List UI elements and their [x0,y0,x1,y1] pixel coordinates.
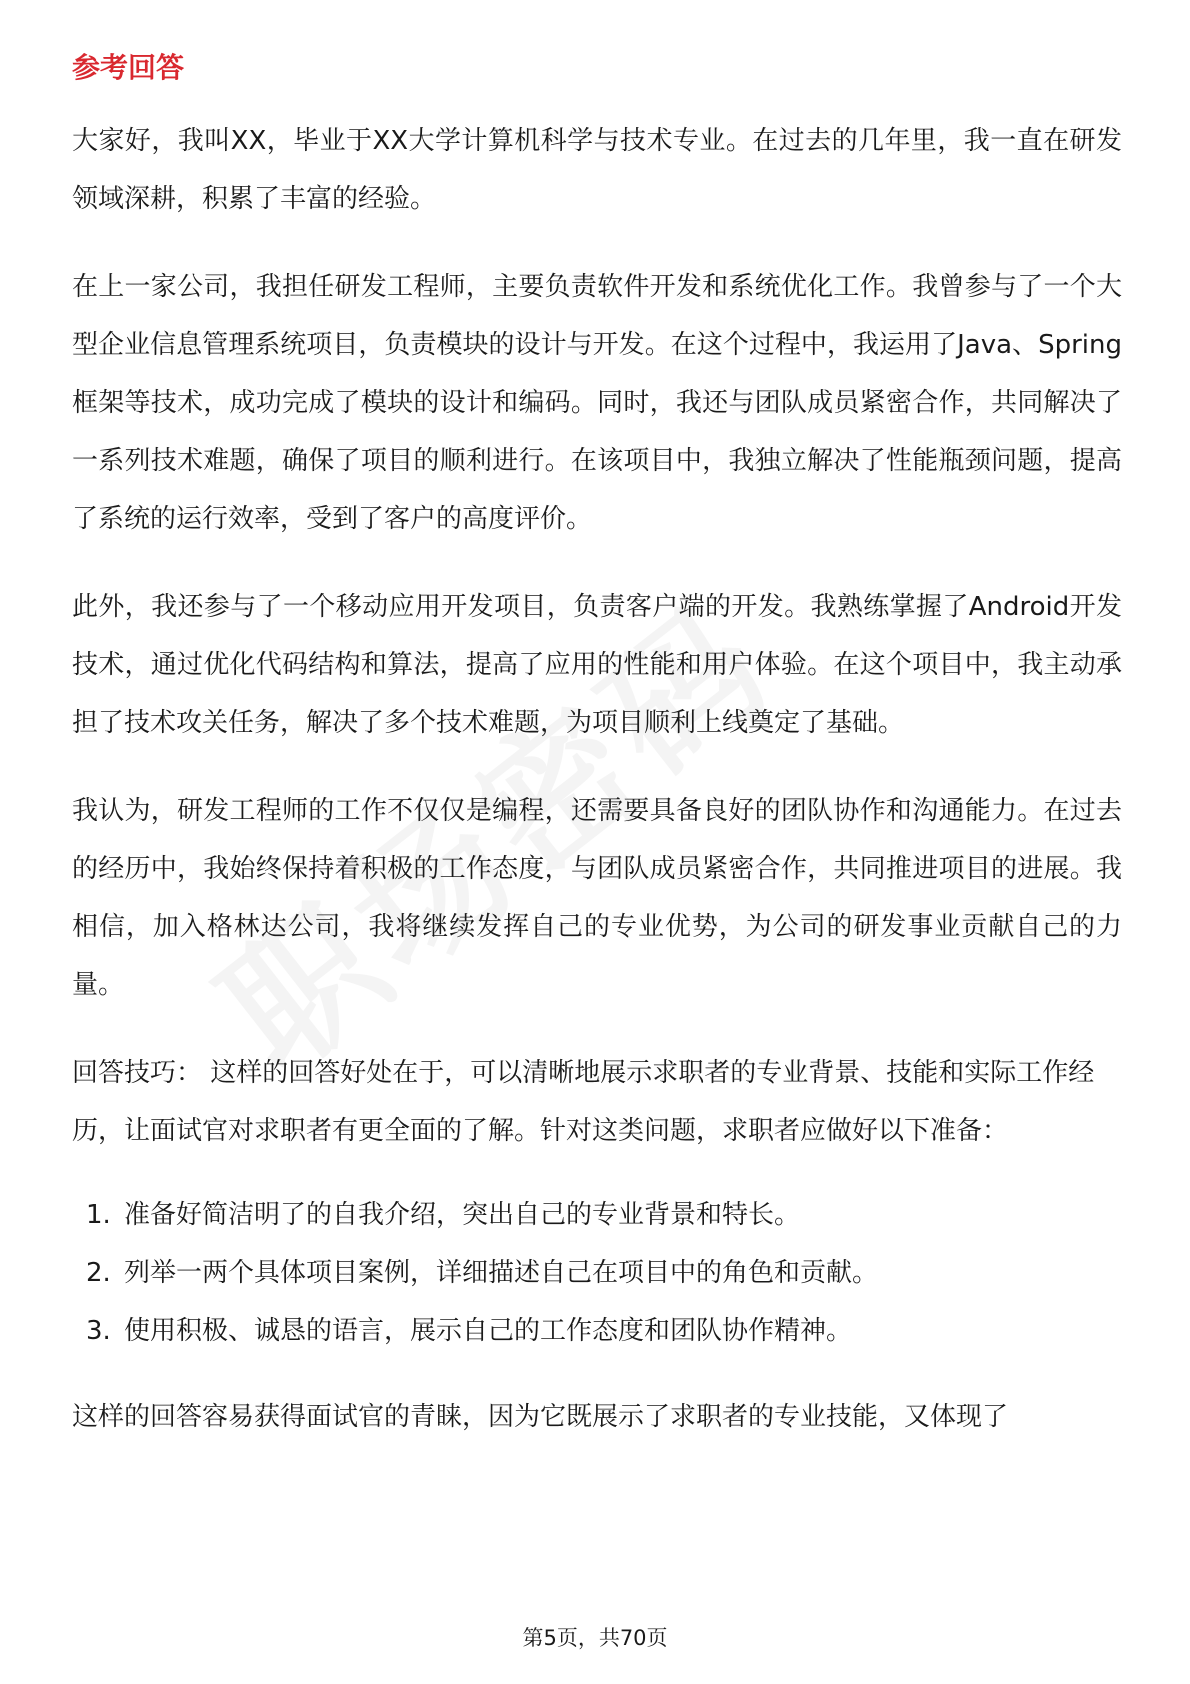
page-content [72,48,1122,1446]
list-item-number: 2. [86,1258,111,1288]
answer-tips: 回答技巧： 这样的回答好处在于，可以清晰地展示求职者的专业背景、技能和实际工作经历，让面试官对求职者有更全面的了解。针对这类问题，求职者应做好以下准备： [72,1058,1095,1146]
section-title: 参考回答 [72,51,185,84]
list-item [86,1244,1122,1302]
preparation-list [72,1186,1122,1360]
closing-paragraph: 这样的回答容易获得面试官的青睐，因为它既展示了求职者的专业技能，又体现了 [72,1402,1009,1432]
page-number-footer: 第5页，共70页 [522,1626,668,1650]
list-item-text: 列举一两个具体项目案例，详细描述自己在项目中的角色和贡献。 [124,1258,879,1288]
list-item [86,1186,1122,1244]
list-item-text: 准备好简洁明了的自我介绍，突出自己的专业背景和特长。 [124,1200,801,1230]
paragraph-mobile-project: 此外，我还参与了一个移动应用开发项目，负责客户端的开发。我熟练掌握了Android开发技术，通过优化代码结构和算法，提高了应用的性能和用户体验。在这个项目中，我主动承担了技术攻关任务，解决了多个技术难题，为项目顺利上线奠定了基础。 [72,592,1122,738]
list-item-number: 1. [86,1200,111,1230]
paragraph-experience: 在上一家公司，我担任研发工程师，主要负责软件开发和系统优化工作。我曾参与了一个大型企业信息管理系统项目，负责模块的设计与开发。在这个过程中，我运用了Java、Spring框架等技术，成功完成了模块的设计和编码。同时，我还与团队成员紧密合作，共同解决了一系列技术难题，确保了项目的顺利进行。在该项目中，我独立解决了性能瓶颈问题，提高了系统的运行效率，受到了客户的高度评价。 [72,272,1122,534]
paragraph-summary: 我认为，研发工程师的工作不仅仅是编程，还需要具备良好的团队协作和沟通能力。在过去的经历中，我始终保持着积极的工作态度，与团队成员紧密合作，共同推进项目的进展。我相信，加入格林达公司，我将继续发挥自己的专业优势，为公司的研发事业贡献自己的力量。 [72,796,1122,1000]
list-item-number: 3. [86,1316,111,1346]
paragraph-intro: 大家好，我叫XX，毕业于XX大学计算机科学与技术专业。在过去的几年里，我一直在研发领域深耕，积累了丰富的经验。 [72,126,1122,214]
list-item-text: 使用积极、诚恳的语言，展示自己的工作态度和团队协作精神。 [124,1316,853,1346]
list-item [86,1302,1122,1360]
